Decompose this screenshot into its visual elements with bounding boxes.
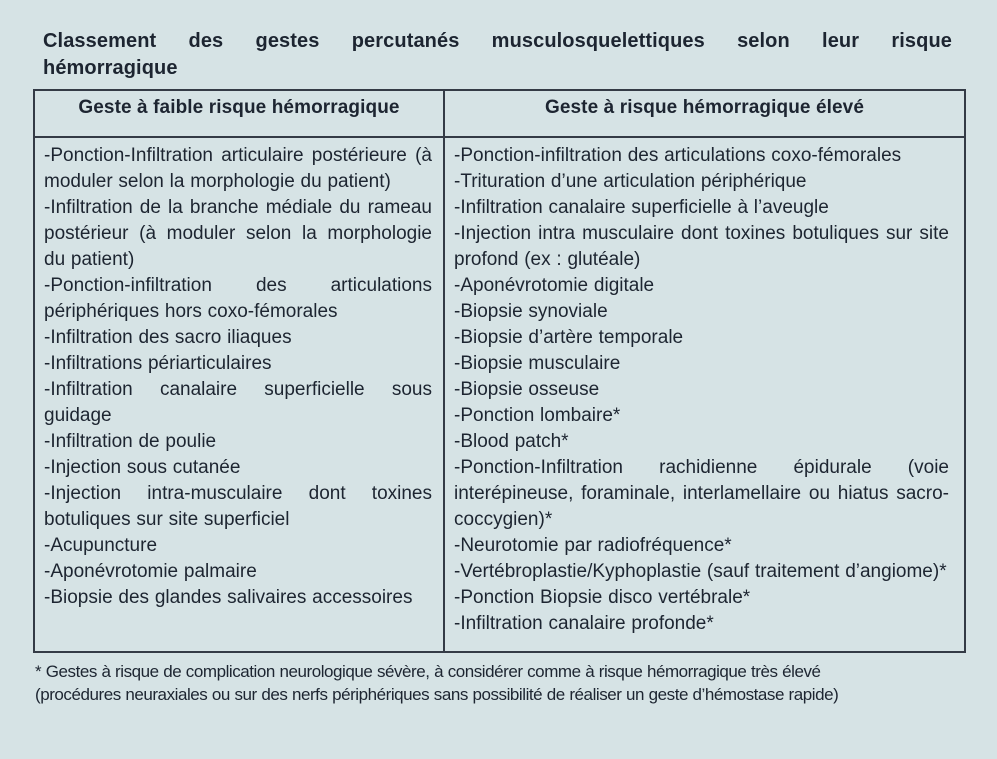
procedure-item: -Biopsie des glandes salivaires accessoires	[44, 587, 413, 608]
procedure-item: -Ponction-infiltration des articulations périphériques hors coxo-fémorales	[44, 275, 432, 322]
procedure-item: -Infiltration canalaire superficielle à l’aveugle	[454, 197, 829, 218]
procedure-item: -Injection intra musculaire dont toxines botuliques sur site profond (ex : glutéale)	[454, 223, 949, 270]
procedure-item: -Ponction-infiltration des articulations coxo-fémorales	[454, 145, 902, 166]
procedure-item: -Biopsie osseuse	[454, 379, 600, 400]
procedure-item: -Blood patch*	[454, 431, 569, 452]
procedure-item: -Infiltrations périarticulaires	[44, 353, 272, 374]
procedure-item: -Aponévrotomie digitale	[454, 275, 655, 296]
procedure-item: -Acupuncture	[44, 535, 158, 556]
procedure-item: -Infiltration de la branche médiale du rameau postérieur (à moduler selon la morphologie du patient)	[44, 197, 432, 270]
table-body-row	[34, 137, 965, 652]
table-header-row	[34, 90, 965, 137]
procedure-item: -Ponction lombaire*	[454, 405, 621, 426]
procedure-item: -Biopsie d’artère temporale	[454, 327, 684, 348]
low-risk-cell	[34, 137, 444, 652]
procedure-item: -Neurotomie par radiofréquence*	[454, 535, 732, 556]
column-header-low-risk: Geste à faible risque hémorragique	[34, 90, 444, 137]
page-title-line-1: Classement des gestes percutanés musculosquelettiques selon leur risque	[43, 30, 952, 52]
procedure-item: -Ponction-Infiltration articulaire postérieure (à moduler selon la morphologie du patient)	[44, 145, 432, 192]
procedure-item: -Infiltration canalaire superficielle sous guidage	[44, 379, 432, 426]
high-risk-cell	[444, 137, 965, 652]
column-header-high-risk: Geste à risque hémorragique élevé	[444, 90, 965, 137]
risk-classification-table	[33, 89, 966, 653]
procedure-item: -Biopsie musculaire	[454, 353, 621, 374]
footnote	[35, 660, 964, 706]
procedure-item: -Biopsie synoviale	[454, 301, 608, 322]
page-title-line-2: hémorragique	[43, 57, 178, 79]
procedure-item: -Aponévrotomie palmaire	[44, 561, 257, 582]
footnote-line-2: (procédures neuraxiales ou sur des nerfs périphériques sans possibilité de réaliser un geste d’hémostase rapide)	[35, 685, 839, 704]
procedure-item: -Injection sous cutanée	[44, 457, 241, 478]
procedure-item: -Infiltration canalaire profonde*	[454, 613, 714, 634]
procedure-item: -Vertébroplastie/Kyphoplastie (sauf traitement d’angiome)*	[454, 561, 947, 582]
procedure-item: -Infiltration de poulie	[44, 431, 217, 452]
page-title	[33, 28, 964, 89]
procedure-item: -Ponction-Infiltration rachidienne épidurale (voie interépineuse, foraminale, interlamellaire ou hiatus sacro-coccygien)*	[454, 457, 949, 530]
procedure-item: -Infiltration des sacro iliaques	[44, 327, 292, 348]
footnote-line-1: * Gestes à risque de complication neurologique sévère, à considérer comme à risque hémorragique très élevé	[35, 662, 821, 681]
procedure-item: -Injection intra-musculaire dont toxines botuliques sur site superficiel	[44, 483, 432, 530]
procedure-item: -Trituration d’une articulation périphérique	[454, 171, 807, 192]
procedure-item: -Ponction Biopsie disco vertébrale*	[454, 587, 751, 608]
